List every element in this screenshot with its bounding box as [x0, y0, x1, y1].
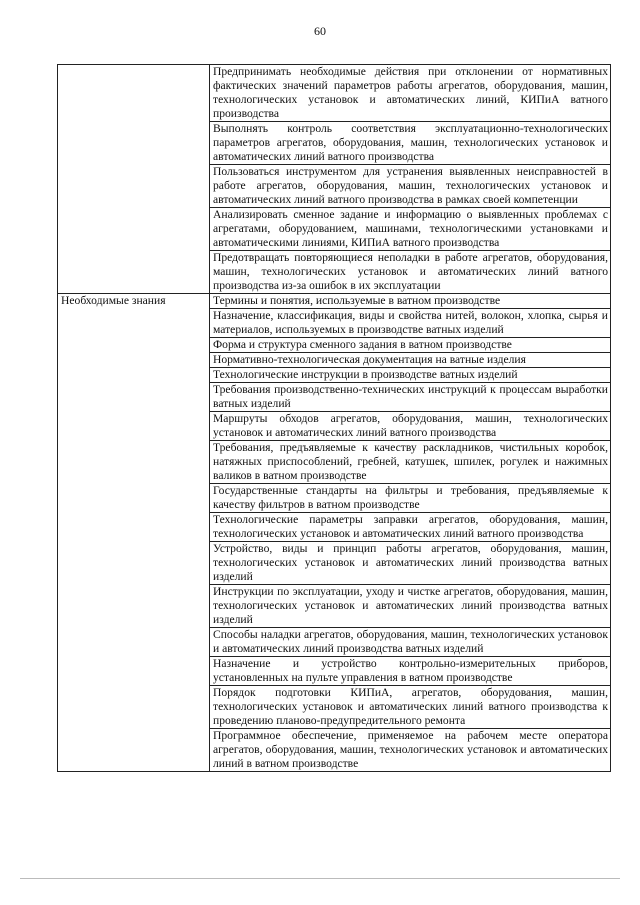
item-cell: Форма и структура сменного задания в ватном производстве [210, 338, 611, 353]
item-cell: Порядок подготовки КИПиА, агрегатов, оборудования, машин, технологических установок и автоматических линий ватного производства к проведению планово-предупредительного ремонта [210, 686, 611, 729]
page-bottom-divider [20, 878, 620, 879]
item-cell: Требования производственно-технических инструкций к процессам выработки ватных изделий [210, 383, 611, 412]
item-cell: Выполнять контроль соответствия эксплуатационно-технологических параметров агрегатов, оборудования, машин, технологических установок и автоматических линий ватного производства [210, 122, 611, 165]
category-label: Необходимые знания [58, 294, 210, 772]
item-cell: Технологические инструкции в производстве ватных изделий [210, 368, 611, 383]
item-cell: Предпринимать необходимые действия при отклонении от нормативных фактических значений параметров работы агрегатов, оборудования, машин, технологических установок и автоматических линий, КИПиА ватного производства [210, 65, 611, 122]
item-cell: Предотвращать повторяющиеся неполадки в работе агрегатов, оборудования, машин, технологических установок и автоматических линий ватного производства из-за ошибок в их эксплуатации [210, 251, 611, 294]
item-cell: Термины и понятия, используемые в ватном производстве [210, 294, 611, 309]
item-cell: Технологические параметры заправки агрегатов, оборудования, машин, технологических установок и автоматических линий ватного производства [210, 513, 611, 542]
item-cell: Устройство, виды и принцип работы агрегатов, оборудования, машин, технологических установок и автоматических линий производства ватных изделий [210, 542, 611, 585]
item-cell: Государственные стандарты на фильтры и требования, предъявляемые к качеству фильтров в ватном производстве [210, 484, 611, 513]
item-cell: Назначение, классификация, виды и свойства нитей, волокон, хлопка, сырья и материалов, используемых в производстве ватных изделий [210, 309, 611, 338]
item-cell: Анализировать сменное задание и информацию о выявленных проблемах с агрегатами, оборудованием, машинами, технологическими установками и автоматическими линиями, КИПиА ватного производства [210, 208, 611, 251]
page-number: 60 [314, 24, 326, 38]
category-cell [58, 65, 210, 294]
table-row [58, 294, 611, 309]
item-cell: Маршруты обходов агрегатов, оборудования, машин, технологических установок и автоматических линий ватного производства [210, 412, 611, 441]
item-cell: Инструкции по эксплуатации, уходу и чистке агрегатов, оборудования, машин, технологических установок и автоматических линий производства ватных изделий [210, 585, 611, 628]
item-cell: Способы наладки агрегатов, оборудования, машин, технологических установок и автоматических линий производства ватных изделий [210, 628, 611, 657]
table-row [58, 65, 611, 122]
item-cell: Пользоваться инструментом для устранения выявленных неисправностей в работе агрегатов, оборудования, машин, технологических установок и автоматических линий ватного производства в рамках своей компетенции [210, 165, 611, 208]
item-cell: Программное обеспечение, применяемое на рабочем месте оператора агрегатов, оборудования, машин, технологических установок и автоматических линий в ватном производстве [210, 729, 611, 772]
item-cell: Требования, предъявляемые к качеству раскладников, чистильных коробок, натяжных приспособлений, гребней, катушек, шпилек, рогулек и нажимных валиков в ватном производстве [210, 441, 611, 484]
requirements-table [57, 64, 611, 772]
item-cell: Назначение и устройство контрольно-измерительных приборов, установленных на пульте управления в ватном производстве [210, 657, 611, 686]
item-cell: Нормативно-технологическая документация на ватные изделия [210, 353, 611, 368]
